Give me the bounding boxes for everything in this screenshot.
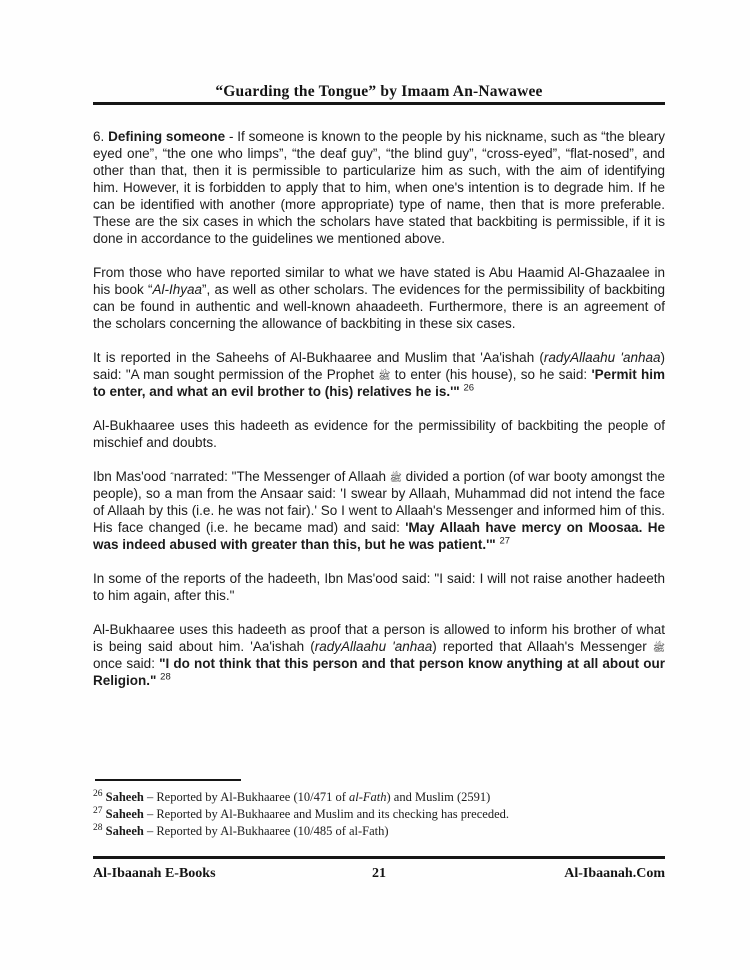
text-run: divided a portion (of war booty amongst the people), so a man from the Ansaar said: 'I swear by Allaah, Muhammad did not intend the face of Allaah by this (i.e. he was not fair).' So I went to Allaah's Messenger and informed him of this. His face changed (i.e. he became mad) and said: [93,469,666,535]
text-run: Al-Ihyaa [152,282,202,297]
text-run: - If someone is known to the people by his nickname, such as “the bleary eyed one”, “the one who limps”, “the deaf guy”, “the blind guy”, “cross-eyed”, “flat-nosed”, and other than that, then it is permissible to particularize him as such, with the aim of identifying him. However, it is forbidden to apply that to him, when one's intention is to degrade him. If he can be identified with another (more appropriate) type of name, then that is more preferable. These are the six cases in which the scholars have stated that backbiting is permissible, if it is done in accordance to the guidelines we mentioned above. [93,129,666,246]
text-run: – Reported by Al-Bukhaaree and Muslim and its checking has preceded. [143,807,510,821]
page-number: 21 [372,866,386,881]
text-run: al-Fath [349,790,387,804]
footnote-num-27: 27 [93,805,103,816]
text-run: 'Permit him to enter, and what an evil brother to (his) relatives he is.'" [93,367,665,399]
prophet-salutation-symbol: ﷺ [652,643,665,654]
text-run: narrated: "The Messenger of Allaah [170,469,390,484]
footnote-separator-rule [95,779,241,781]
paragraph-aaishah-hadeeth [93,349,665,400]
footer-publisher: Al-Ibaanah E-Books [93,866,216,881]
text-run: Ibn Mas'ood [93,469,170,484]
prophet-salutation-symbol: ﷺ [389,473,402,484]
text-run: 6. [93,129,109,144]
text-run: Saheeh [105,807,144,821]
text-run: once said: [93,656,160,671]
text-run: to enter (his house), so he said: [390,367,592,382]
footnote-ref-28: 28 [160,671,171,683]
footnote-27 [93,806,665,823]
text-run: In some of the reports of the hadeeth, Ibn Mas'ood said: "I said: I will not raise another hadeeth to him again, after this." [93,571,665,603]
text-run: radyAllaahu 'anhaa [314,639,433,654]
text-run: Saheeh [105,790,144,804]
text-run: Al-Bukhaaree uses this hadeeth as evidence for the permissibility of backbiting the people of mischief and doubts. [93,418,665,450]
text-run: "I do not think that this person and that person know anything at all about our Religion." [93,656,665,688]
paragraph-ibn-masood-hadeeth [93,468,665,553]
paragraph-bukhaaree-proof [93,621,665,689]
text-run: ) and Muslim (2591) [386,790,491,804]
text-run: – Reported by Al-Bukhaaree (10/485 of al-Fath) [143,824,389,838]
footer-website: Al-Ibaanah.Com [564,866,665,881]
text-run: ) said: "A man sought permission of the Prophet [93,350,665,382]
footnote-num-28: 28 [93,822,103,833]
text-run: radyAllaahu 'anhaa [543,350,661,365]
footer-rule [93,856,665,859]
text-run: ) reported that Allaah's Messenger [432,639,653,654]
page-footer [93,865,665,883]
text-run: Saheeh [105,824,144,838]
footnote-ref-27: 27 [499,535,511,547]
footnote-28 [93,823,665,840]
header-rule [93,102,665,105]
page-header-title: “Guarding the Tongue” by Imaam An-Nawawee [215,83,543,100]
text-run: It is reported in the Saheehs of Al-Bukhaaree and Muslim that 'Aa'ishah ( [93,350,544,365]
text-run: Al-Bukhaaree uses this hadeeth as proof that a person is allowed to inform his brother of what is being said about him. 'Aa'ishah ( [93,622,665,654]
prophet-salutation-symbol: ﷺ [378,371,391,382]
body-text [93,128,665,706]
text-run: – Reported by Al-Bukhaaree (10/471 of [143,790,349,804]
text-run: From those who have reported similar to what we have stated is Abu Haamid Al-Ghazaalee in his book “ [93,265,665,297]
paragraph-ibn-masood-report [93,570,665,604]
footnote-num-26: 26 [93,788,103,799]
paragraph-defining-someone [93,128,665,247]
text-run: Defining someone [108,129,226,144]
paragraph-bukhaaree-evidence [93,417,665,451]
footnote-26 [93,789,665,806]
footnote-ref-26: 26 [463,382,475,394]
text-run: ”, as well as other scholars. The evidences for the permissibility of backbiting can be found in authentic and well-known ahaadeeth. Furthermore, there is an agreement of the scholars concerning the allowance of backbiting in these six cases. [93,282,665,331]
footnotes-section [93,779,665,840]
paragraph-ghazaalee [93,264,665,332]
text-run: 'May Allaah have mercy on Moosaa. He was indeed abused with greater than this, but he was patient.'" [93,520,665,552]
